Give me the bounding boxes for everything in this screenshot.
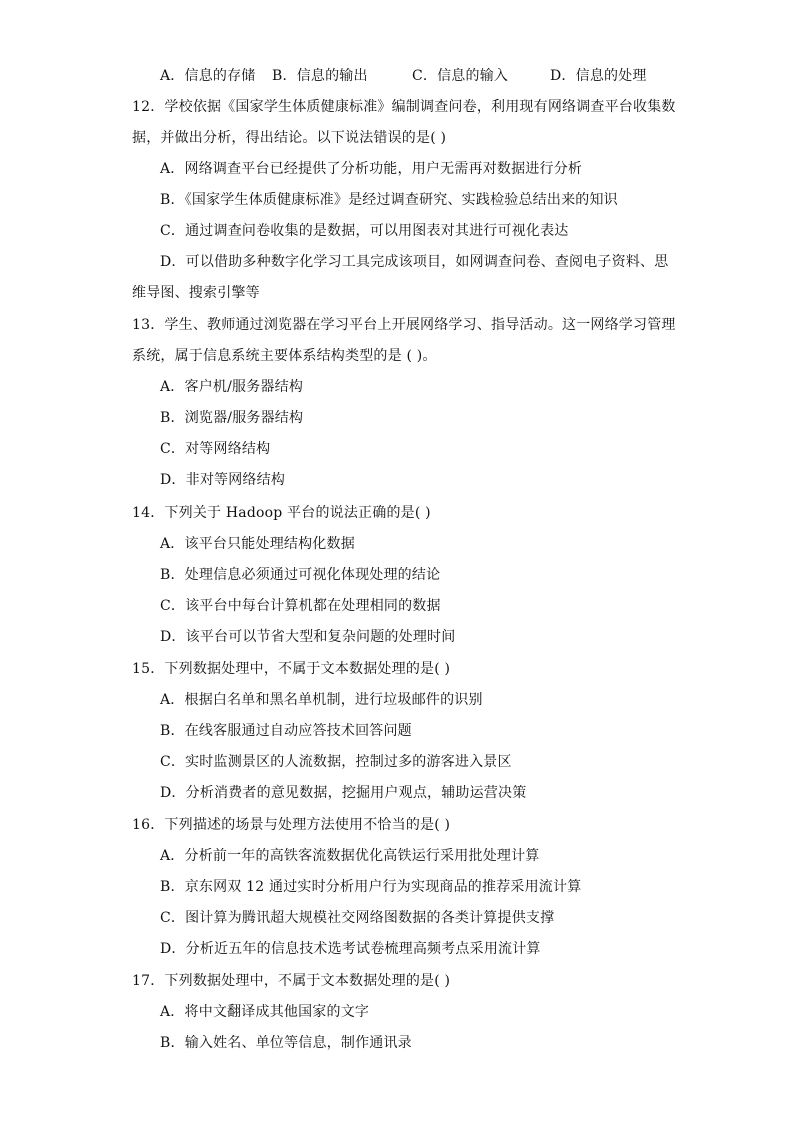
q11-option-b: B．信息的输出 [272, 68, 368, 84]
q13-option-d: D．非对等网络结构 [160, 472, 286, 488]
q15-stem: 15．下列数据处理中，不属于文本数据处理的是( ) [132, 661, 451, 677]
q12-option-d-line2: 维导图、搜索引擎等 [132, 285, 260, 301]
q15-option-d: D．分析消费者的意见数据，挖掘用户观点，辅助运营决策 [160, 785, 527, 801]
q12-option-c: C．通过调查问卷收集的是数据，可以用图表对其进行可视化表达 [160, 223, 569, 239]
q14-option-c: C．该平台中每台计算机都在处理相同的数据 [160, 598, 441, 614]
q15-option-b: B．在线客服通过自动应答技术回答问题 [160, 723, 412, 739]
q13-stem-line1: 13．学生、教师通过浏览器在学习平台上开展网络学习、指导活动。这一网络学习管理 [132, 317, 676, 333]
q15-option-a: A．根据白名单和黑名单机制，进行垃圾邮件的识别 [160, 692, 483, 708]
q14-option-b: B．处理信息必须通过可视化体现处理的结论 [160, 567, 441, 583]
q13-option-b: B．浏览器/服务器结构 [160, 410, 304, 426]
q16-option-d: D．分析近五年的信息技术选考试卷梳理高频考点采用流计算 [160, 941, 541, 957]
q12-stem-line2: 据，并做出分析，得出结论。以下说法错误的是( ) [132, 130, 447, 146]
q12-stem-line1: 12．学校依据《国家学生体质健康标准》编制调查问卷，利用现有网络调查平台收集数 [132, 99, 676, 115]
q14-option-d: D．该平台可以节省大型和复杂问题的处理时间 [160, 629, 456, 645]
q17-stem: 17．下列数据处理中，不属于文本数据处理的是( ) [132, 973, 451, 989]
q16-option-c: C．图计算为腾讯超大规模社交网络图数据的各类计算提供支撑 [160, 910, 555, 926]
q13-option-a: A．客户机/服务器结构 [160, 379, 304, 395]
q11-option-a: A．信息的存储 [160, 68, 256, 84]
q13-option-c: C．对等网络结构 [160, 441, 271, 457]
q11-option-d: D．信息的处理 [550, 68, 647, 84]
q15-option-c: C．实时监测景区的人流数据，控制过多的游客进入景区 [160, 754, 512, 770]
q11-option-c: C．信息的输入 [412, 68, 509, 84]
q12-option-b: B．《国家学生体质健康标准》是经过调查研究、实践检验总结出来的知识 [160, 192, 618, 208]
q12-option-a: A．网络调查平台已经提供了分析功能，用户无需再对数据进行分析 [160, 161, 583, 177]
q14-stem: 14．下列关于 Hadoop 平台的说法正确的是( ) [132, 505, 431, 521]
q13-stem-line2: 系统，属于信息系统主要体系结构类型的是 ( )。 [132, 348, 437, 364]
q16-option-b: B．京东网双 12 通过实时分析用户行为实现商品的推荐采用流计算 [160, 879, 582, 895]
q16-stem: 16．下列描述的场景与处理方法使用不恰当的是( ) [132, 817, 451, 833]
q12-option-d-line1: D．可以借助多种数字化学习工具完成该项目，如网调查问卷、查阅电子资料、思 [160, 254, 669, 270]
q16-option-a: A．分析前一年的高铁客流数据优化高铁运行采用批处理计算 [160, 848, 540, 864]
q14-option-a: A．该平台只能处理结构化数据 [160, 536, 355, 552]
q11-options-row [160, 66, 760, 86]
q17-option-a: A．将中文翻译成其他国家的文字 [160, 1004, 370, 1020]
q17-option-b: B．输入姓名、单位等信息，制作通讯录 [160, 1035, 412, 1051]
